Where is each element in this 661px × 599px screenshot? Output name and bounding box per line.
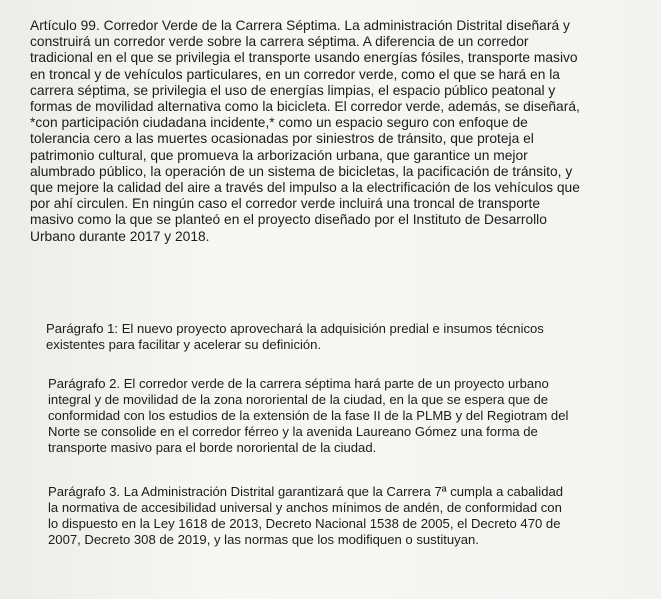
paragrafo-line: integral y de movilidad de la zona nororiental de la ciudad, en la que se espera que de (48, 392, 549, 407)
paragrafo-line: Norte se consolide en el corredor férreo y la avenida Laureano Gómez una forma de (48, 424, 538, 439)
article-line: formas de movilidad alternativa como la bicicleta. El corredor verde, además, se diseñará, (30, 99, 580, 115)
article-line: masivo como la que se planteó en el proyecto diseñado por el Instituto de Desarrollo (30, 212, 547, 228)
article-line: Urbano durante 2017 y 2018. (30, 228, 210, 244)
article-line: Artículo 99. Corredor Verde de la Carrera Séptima. La administración Distrital diseñará y (30, 18, 570, 33)
article-line: *con participación ciudadana incidente,* como un espacio seguro con enfoque de (30, 115, 528, 131)
paragrafo-line: Parágrafo 1: El nuevo proyecto aprovechará la adquisición predial e insumos técnicos (46, 321, 544, 336)
article-line: construirá un corredor verde sobre la carrera séptima. A diferencia de un corredor (30, 34, 529, 50)
paragrafo-line: lo dispuesto en la Ley 1618 de 2013, Decreto Nacional 1538 de 2005, el Decreto 470 de (48, 516, 561, 531)
paragrafo-line: Parágrafo 2. El corredor verde de la carrera séptima hará parte de un proyecto urbano (48, 376, 549, 391)
paragrafo-1 (46, 321, 616, 353)
article-line: patrimonio cultural, que promueva la arborización urbana, que garantice un mejor (30, 147, 528, 163)
article-line: carrera séptima, se privilegia el uso de energías limpias, el espacio público peatonal y (30, 82, 556, 98)
paragrafo-line: Parágrafo 3. La Administración Distrital garantizará que la Carrera 7ª cumpla a cabalidad (48, 484, 564, 499)
article-line: alumbrado público, la operación de un sistema de bicicletas, la pacificación de tránsito, y (30, 163, 573, 179)
article-line: que mejore la calidad del aire a través del impulso a la electrificación de los vehículos que (30, 180, 580, 196)
paragrafo-3 (48, 484, 638, 548)
paragrafo-line: la normativa de accesibilidad universal y anchos mínimos de andén, de conformidad con (48, 500, 562, 515)
article-line: en troncal y de vehículos particulares, en un corredor verde, como el que se hará en la (30, 66, 560, 82)
paragrafo-2 (48, 376, 638, 456)
paragrafo-line: existentes para facilitar y acelerar su definición. (46, 337, 322, 352)
paragrafo-line: 2007, Decreto 308 de 2019, y las normas que los modifiquen o sustituyan. (48, 532, 479, 547)
article-line: tolerancia cero a las muertes ocasionadas por siniestros de tránsito, que proteja el (30, 131, 534, 147)
article-line: tradicional en el que se privilegia el transporte usando energías fósiles, transporte masivo (30, 50, 578, 66)
paragrafo-line: conformidad con los estudios de la extensión de la fase II de la PLMB y del Regiotram del (48, 408, 569, 423)
article-line: por ahí circulen. En ningún caso el corredor verde incluirá una troncal de transporte (30, 196, 541, 212)
article-99-text (30, 18, 654, 245)
paragrafo-line: transporte masivo para el borde nororiental de la ciudad. (48, 440, 377, 455)
